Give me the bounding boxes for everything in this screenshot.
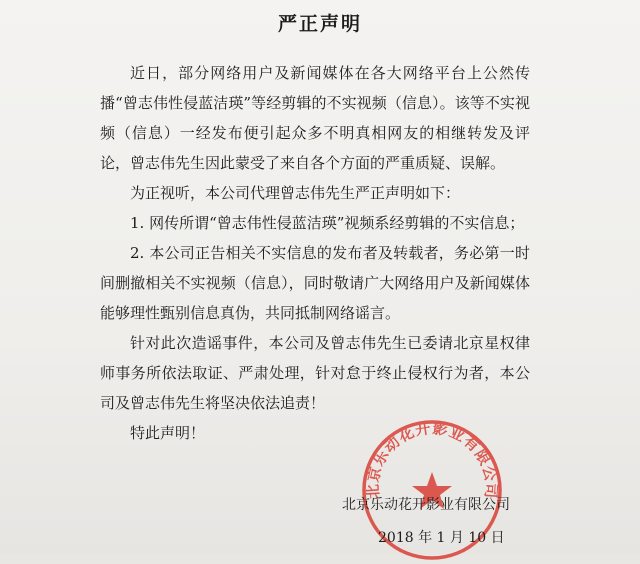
signature-company: 北京乐动花开影业有限公司 [342, 497, 510, 513]
paragraph-declaration-lead: 为正视听，本公司代理曾志伟先生严正声明如下： [130, 184, 461, 202]
paragraph-point-2: 2. 本公司正告相关不实信息的发布者及转载者，务必第一时间删撤相关不实视频（信息），同时敬请广大网络用户及新闻媒体能够理性甄别信息真伪，共同抵制网络谣言。 [100, 244, 530, 322]
seal-arc-text: 北京乐动花开影业有限公司 [363, 418, 501, 500]
paragraph-legal-action: 针对此次造谣事件，本公司及曾志伟先生已委请北京星权律师事务所依法取证、严肃处理，针对怠于终止侵权行为者，本公司及曾志伟先生将坚决依法追责！ [100, 334, 530, 412]
statement-title: 严正声明 [277, 13, 362, 35]
signature-date: 2018 年 1 月 10 日 [378, 530, 505, 546]
paragraph-intro: 近日，部分网络用户及新闻媒体在各大网络平台上公然传播“曾志伟性侵蓝洁瑛”等经剪辑的不实视频（信息）。该等不实视频（信息）一经发布便引起众多不明真相网友的相继转发及评论，曾志伟先生因此蒙受了来自各个方面的严重质疑、误解。 [100, 64, 530, 172]
paragraph-closing: 特此声明！ [130, 424, 206, 442]
paragraph-point-1: 1. 网传所谓“曾志伟性侵蓝洁瑛”视频系经剪辑的不实信息； [130, 214, 525, 232]
